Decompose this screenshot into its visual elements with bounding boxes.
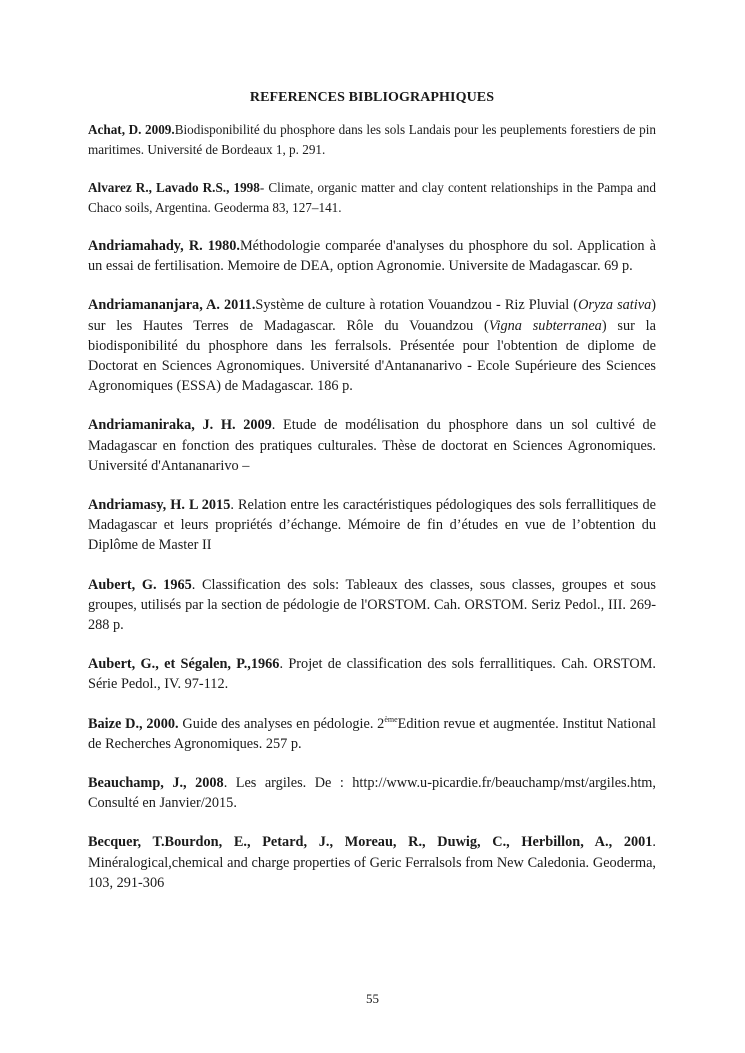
- reference-entry: [88, 832, 656, 893]
- page-content: [88, 90, 656, 912]
- reference-text: Système de culture à rotation Vouandzou - Riz Pluvial (: [255, 297, 579, 314]
- reference-author: Andriamananjara, A. 2011.: [88, 297, 256, 314]
- reference-entry: [88, 236, 656, 276]
- reference-author: Alvarez R., Lavado R.S., 1998: [88, 180, 260, 195]
- reference-entry: [88, 178, 656, 217]
- reference-author: Baize D., 2000.: [88, 715, 179, 732]
- reference-entry: [88, 495, 656, 556]
- reference-author: Andriamasy, H. L 2015: [88, 497, 231, 514]
- reference-text: ) sur les Hautes Terres de Madagascar. Rôle du Vouandzou (: [88, 297, 657, 334]
- reference-text: . Projet de classification des sols ferrallitiques. Cah. ORSTOM. Série Pedol., IV. 97-112.: [88, 656, 656, 693]
- reference-text: Guide des analyses en pédologie. 2: [178, 715, 385, 732]
- reference-entry: [88, 575, 656, 636]
- reference-entry: [88, 773, 656, 813]
- reference-entry: [88, 714, 656, 754]
- reference-author: Aubert, G., et Ségalen, P.,1966: [88, 656, 280, 673]
- reference-author: Beauchamp, J., 2008: [88, 775, 224, 792]
- reference-author: Achat, D. 2009.: [88, 122, 175, 137]
- reference-author: Becquer, T.Bourdon, E., Petard, J., Moreau, R., Duwig, C., Herbillon, A., 2001: [88, 834, 653, 851]
- reference-text: ) sur la biodisponibilité du phosphore dans les ferralsols. Présentée pour l'obtention de diplome de Doctorat en Sciences Agronomiques. Université d'Antananarivo - Ecole Supérieure des Sciences Agronomiques (ESSA) de Madagascar. 186 p.: [88, 317, 657, 395]
- reference-text: . Etude de modélisation du phosphore dans un sol cultivé de Madagascar en fonction des pratiques culturales. Thèse de doctorat en Sciences Agronomiques. Université d'Antananarivo –: [88, 417, 656, 474]
- species-name: Vigna subterranea: [488, 317, 602, 334]
- reference-text: - Climate, organic matter and clay content relationships in the Pampa and Chaco soils, Argentina. Geoderma 83, 127–141.: [88, 180, 656, 215]
- species-name: Oryza sativa: [578, 297, 652, 314]
- reference-author: Aubert, G. 1965: [88, 576, 192, 593]
- reference-text: . Les argiles. De : http://www.u-picardie.fr/beauchamp/mst/argiles.htm, Consulté en Janvier/2015.: [88, 775, 657, 812]
- reference-text: . Classification des sols: Tableaux des classes, sous classes, groupes et sous groupes, utilisés par la section de pédologie de l'ORSTOM. Cah. ORSTOM. Seriz Pedol., III. 269-288 p.: [88, 576, 656, 634]
- reference-author: Andriamaniraka, J. H. 2009: [88, 417, 272, 434]
- superscript: ème: [384, 714, 398, 724]
- reference-text: . Minéralogical,chemical and charge properties of Geric Ferralsols from New Caledonia. Geoderma, 103, 291-306: [88, 834, 656, 891]
- reference-text: . Relation entre les caractéristiques pédologiques des sols ferrallitiques de Madagascar et leurs propriétés d’échange. Mémoire de fin d’études en vue de l’obtention du Diplôme de Master II: [88, 497, 656, 554]
- reference-text: Méthodologie comparée d'analyses du phosphore du sol. Application à un essai de fertilisation. Memoire de DEA, option Agronomie. Universite de Madagascar. 69 p.: [88, 238, 656, 275]
- reference-entry: [88, 295, 656, 396]
- reference-entry: [88, 120, 656, 159]
- reference-author: Andriamahady, R. 1980.: [88, 238, 240, 254]
- reference-entry: [88, 654, 656, 694]
- page-title: REFERENCES BIBLIOGRAPHIQUES: [249, 90, 495, 105]
- reference-entry: [88, 415, 656, 476]
- reference-text: Biodisponibilité du phosphore dans les sols Landais pour les peuplements forestiers de pin maritimes. Université de Bordeaux 1, p. 291.: [88, 122, 656, 157]
- reference-text: Edition revue et augmentée. Institut National de Recherches Agronomiques. 257 p.: [88, 715, 656, 752]
- page-number: 55: [366, 991, 379, 1006]
